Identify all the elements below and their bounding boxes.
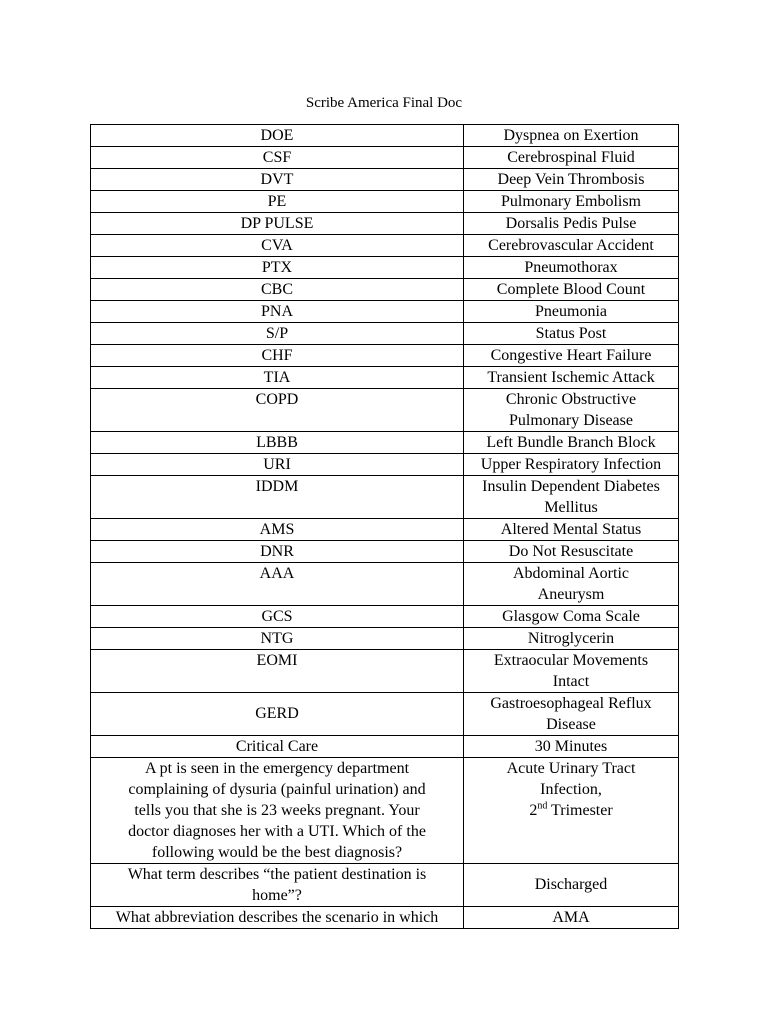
term-text: What term describes “the patient destination is [127,866,427,883]
definition-text: Pulmonary Embolism [501,193,641,210]
table-row [91,693,679,736]
definition-cell [464,147,679,169]
term-text: What abbreviation describes the scenario in which [115,909,439,926]
term-text: CSF [262,149,292,166]
table-row [91,736,679,758]
definition-text: Altered Mental Status [500,521,642,538]
definition-text: Complete Blood Count [496,281,646,298]
table-row [91,563,679,606]
term-cell [91,606,464,628]
term-cell [91,432,464,454]
table-row [91,758,679,864]
terms-table [90,124,679,929]
definition-cell [464,519,679,541]
definition-text: Transient Ischemic Attack [487,369,655,386]
definition-cell [464,907,679,929]
definition-text: Aneurysm [537,586,605,603]
table-row [91,213,679,235]
table-row [91,519,679,541]
term-text: NTG [260,630,294,647]
definition-text: Dyspnea on Exertion [503,127,639,144]
definition-text: Intact [552,673,590,690]
definition-text: Cerebrovascular Accident [488,237,654,254]
term-cell [91,367,464,389]
term-cell [91,650,464,693]
definition-cell [464,606,679,628]
term-cell [91,693,464,736]
table-row [91,907,679,929]
definition-cell [464,345,679,367]
term-cell [91,758,464,864]
term-cell [91,191,464,213]
definition-cell [464,279,679,301]
term-cell [91,257,464,279]
definition-text: Chronic Obstructive [505,391,637,408]
term-text: DOE [260,127,294,144]
definition-text: Extraocular Movements [493,652,649,669]
table-row [91,235,679,257]
table-row [91,432,679,454]
definition-cell [464,541,679,563]
term-cell [91,519,464,541]
term-text: CVA [261,237,293,254]
definition-text: 30 Minutes [534,738,608,755]
definition-cell [464,323,679,345]
definition-cell [464,693,679,736]
table-row [91,454,679,476]
term-cell [91,279,464,301]
term-text: PTX [261,259,293,276]
definition-text: Abdominal Aortic [513,565,629,582]
definition-cell [464,476,679,519]
definition-text: AMA [552,909,590,926]
table-row [91,191,679,213]
term-text: GCS [261,608,293,625]
definition-text: Gastroesophageal Reflux [490,695,652,712]
term-cell [91,235,464,257]
term-cell [91,147,464,169]
definition-cell [464,367,679,389]
definition-cell [464,213,679,235]
term-cell [91,125,464,147]
term-text: AAA [259,565,295,582]
term-cell [91,389,464,432]
table-row [91,301,679,323]
term-text: PNA [260,303,293,320]
definition-text: Pneumonia [535,303,607,320]
term-cell [91,476,464,519]
table-row [91,147,679,169]
definition-text: 2nd Trimester [529,800,613,819]
definition-text: Do Not Resuscitate [508,543,634,560]
definition-cell [464,235,679,257]
table-row [91,125,679,147]
term-cell [91,454,464,476]
definition-text: Nitroglycerin [527,630,615,647]
term-cell [91,301,464,323]
definition-cell [464,454,679,476]
definition-text: Status Post [535,325,607,342]
term-text: complaining of dysuria (painful urination) and [128,781,426,798]
term-text: DVT [260,171,294,188]
term-cell [91,907,464,929]
definition-cell [464,191,679,213]
definition-text: Infection, [540,781,602,798]
definition-text: Mellitus [544,499,598,516]
term-text: following would be the best diagnosis? [151,844,403,861]
term-text: CHF [261,347,293,364]
definition-cell [464,389,679,432]
term-cell [91,323,464,345]
table-row [91,476,679,519]
table-row [91,279,679,301]
term-text: EOMI [256,652,298,669]
term-text: PE [267,193,287,210]
term-text: AMS [259,521,295,538]
definition-text: Glasgow Coma Scale [502,608,640,625]
definition-text: Acute Urinary Tract [506,760,636,777]
definition-cell [464,736,679,758]
definition-cell [464,758,679,864]
term-text: tells you that she is 23 weeks pregnant. Your [134,802,420,819]
definition-cell [464,432,679,454]
term-text: A pt is seen in the emergency department [144,760,410,777]
term-text: IDDM [255,478,299,495]
term-cell [91,541,464,563]
table-row [91,628,679,650]
term-cell [91,345,464,367]
definition-text: Cerebrospinal Fluid [507,149,635,166]
table-row [91,367,679,389]
table-row [91,389,679,432]
term-text: DP PULSE [240,215,314,232]
table-row [91,541,679,563]
term-cell [91,169,464,191]
table-row [91,650,679,693]
table-row [91,169,679,191]
document-title: Scribe America Final Doc [305,95,463,111]
definition-text: Deep Vein Thrombosis [497,171,645,188]
table-row [91,257,679,279]
definition-text [466,864,676,874]
table-row [91,323,679,345]
table-row [91,345,679,367]
table-row [91,864,679,907]
term-text: GERD [255,705,299,722]
term-cell [91,563,464,606]
term-text: TIA [263,369,291,386]
definition-text: Congestive Heart Failure [490,347,652,364]
definition-cell [464,125,679,147]
term-cell [91,736,464,758]
definition-cell [464,169,679,191]
table-row [91,606,679,628]
definition-text: Dorsalis Pedis Pulse [505,215,637,232]
definition-text: Left Bundle Branch Block [486,434,656,451]
term-text: URI [263,456,291,473]
definition-text: Disease [546,716,596,733]
term-text: LBBB [256,434,298,451]
term-text: DNR [260,543,294,560]
definition-cell [464,257,679,279]
term-text: CBC [260,281,293,298]
term-cell [91,628,464,650]
definition-cell [464,301,679,323]
term-text: COPD [255,391,299,408]
term-cell [91,213,464,235]
definition-text: Upper Respiratory Infection [480,456,662,473]
term-text: Critical Care [235,738,319,755]
term-text: S/P [265,325,289,342]
definition-text: Discharged [534,876,608,893]
definition-cell [464,628,679,650]
term-cell [91,864,464,907]
definition-text: Pulmonary Disease [509,412,633,429]
definition-text: Pneumothorax [524,259,618,276]
term-text: doctor diagnoses her with a UTI. Which of the [128,823,426,840]
definition-cell [464,563,679,606]
definition-cell [464,864,679,907]
definition-cell [464,650,679,693]
definition-text: Insulin Dependent Diabetes [482,478,660,495]
term-text: home”? [252,887,302,904]
terms-table-body [91,125,679,929]
